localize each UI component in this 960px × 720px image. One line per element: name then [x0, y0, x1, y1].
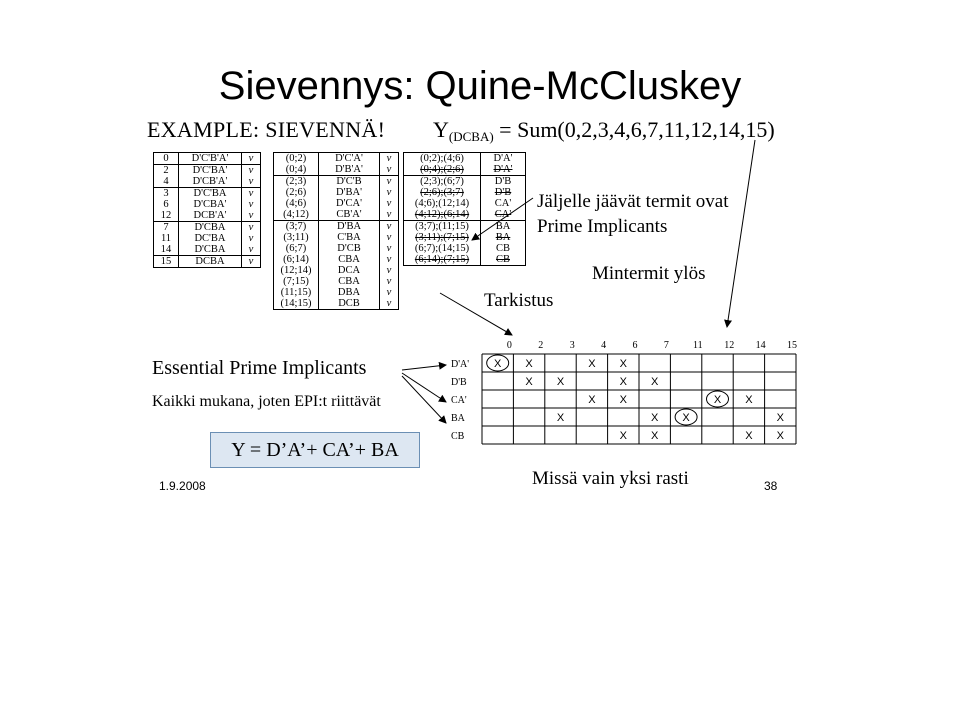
chart-mark: X	[525, 358, 533, 370]
cell-line: (3;7);(11;15)	[415, 221, 469, 232]
row-label: D'A'	[451, 359, 470, 370]
note-remaining-line2: Prime Implicants	[537, 216, 668, 237]
cell-line: CA'	[494, 198, 512, 209]
column-header: 12	[724, 340, 735, 351]
cell-line: D'CB	[337, 243, 361, 254]
arrow-minterms-up	[727, 140, 755, 327]
cell-line: BA	[495, 232, 511, 243]
cell-line: v	[386, 265, 392, 276]
cell-line: (2;3);(6;7)	[420, 176, 464, 187]
cell-line: DCBA	[195, 256, 225, 267]
cell-line: D'B	[494, 187, 512, 198]
cell-line: v	[386, 187, 392, 198]
cell-line: (0;2)	[285, 153, 307, 164]
chart-mark: X	[776, 412, 784, 424]
cell-line: D'CBA'	[193, 199, 227, 210]
cell-line: 7	[163, 222, 169, 233]
cell-line: (0;4)	[285, 164, 307, 175]
arrow-epi-ca	[402, 373, 446, 402]
cell-line: D'B'A'	[335, 164, 363, 175]
chart-mark: X	[745, 394, 753, 406]
cell-line: v	[386, 232, 392, 243]
cell-line: (6;14);(7;15)	[414, 254, 470, 265]
arrow-check	[440, 293, 512, 335]
cell-line: v	[248, 153, 254, 164]
cell-line: CBA	[338, 276, 360, 287]
chart-mark: X	[745, 430, 753, 442]
formula-minterms: = Sum(0,2,3,4,6,7,11,12,14,15)	[493, 117, 775, 142]
chart-mark: X	[776, 430, 784, 442]
cell-line: D'CA'	[336, 198, 362, 209]
row-label: CA'	[451, 395, 467, 406]
cell-line: v	[248, 199, 254, 210]
cell-line: D'CBA	[194, 222, 226, 233]
cell-line: v	[386, 209, 392, 220]
cell-line: 0	[163, 153, 169, 164]
cell-line: v	[386, 198, 392, 209]
epi-heading: Essential Prime Implicants	[152, 357, 367, 379]
cell-line: (4;12);(6;14)	[414, 209, 470, 220]
cell-line: D'BA	[336, 221, 362, 232]
cell-line: CB	[495, 243, 510, 254]
cell-line: (6;7);(14;15)	[414, 243, 470, 254]
chart-mark: X	[682, 412, 690, 424]
cell-line: (6;14)	[283, 254, 309, 265]
slide-date: 1.9.2008	[159, 479, 206, 493]
result-box: Y = D’A’+ CA’+ BA	[210, 432, 420, 468]
cell-line: (2;3)	[285, 176, 307, 187]
note-minterms-up: Mintermit ylös	[592, 263, 706, 284]
cell-line: 2	[163, 165, 169, 176]
cell-line: DCB	[338, 298, 360, 309]
cell-line: DCB'A'	[193, 210, 227, 221]
cell-line: v	[248, 176, 254, 187]
cell-line: (4;12)	[283, 209, 309, 220]
cell-line: BA	[495, 221, 511, 232]
chart-mark: X	[713, 394, 722, 406]
formula-subscript: (DCBA)	[448, 129, 494, 144]
cell-line: CA'	[494, 209, 512, 220]
cell-line: DBA	[337, 287, 361, 298]
column-header: 2	[538, 340, 544, 351]
cell-line: 4	[163, 176, 169, 187]
cell-line: C'BA	[337, 232, 361, 243]
cell-line: D'A'	[493, 153, 513, 164]
cell-line: D'CB'A'	[192, 176, 228, 187]
column-header: 6	[632, 340, 638, 351]
column-header: 11	[692, 340, 703, 351]
slide-title: Sievennys: Quine-McCluskey	[218, 64, 742, 108]
cell-line: (4;6)	[285, 198, 307, 209]
cell-line: v	[386, 298, 392, 309]
epi-explanation: Kaikki mukana, joten EPI:t riittävät	[152, 393, 381, 410]
column-header: 0	[506, 340, 512, 351]
cell-line: v	[386, 164, 392, 175]
arrow-to-prime-implicants	[472, 198, 533, 240]
chart-mark: X	[556, 376, 565, 388]
chart-mark: X	[651, 376, 659, 388]
cell-line: v	[386, 153, 392, 164]
cell-line: D'C'A'	[335, 153, 363, 164]
cell-line: (4;6);(12;14)	[414, 198, 470, 209]
cell-line: 14	[160, 244, 172, 255]
chart-mark: X	[588, 358, 596, 370]
cell-line: D'C'BA'	[192, 165, 228, 176]
column-header: 15	[787, 340, 797, 351]
cell-line: (11;15)	[280, 287, 312, 298]
cell-line: (0;2);(4;6)	[420, 153, 464, 164]
cell-line: v	[386, 287, 392, 298]
chart-mark: X	[651, 412, 659, 424]
cell-line: D'C'BA	[193, 188, 227, 199]
chart-mark: X	[588, 394, 596, 406]
cell-line: v	[248, 188, 254, 199]
row-label: BA	[451, 413, 465, 424]
cell-line: v	[248, 233, 254, 244]
cell-line: (2;6)	[285, 187, 307, 198]
chart-mark: X	[619, 358, 627, 370]
cell-line: 6	[163, 199, 169, 210]
cell-line: v	[386, 243, 392, 254]
cell-line: v	[248, 165, 254, 176]
cell-line: 15	[160, 256, 172, 267]
column-header: 7	[663, 340, 669, 351]
cell-line: v	[248, 244, 254, 255]
cell-line: v	[248, 222, 254, 233]
cell-line: 3	[163, 188, 169, 199]
chart-mark: X	[619, 376, 627, 388]
cell-line: v	[248, 210, 254, 221]
cell-line: v	[386, 176, 392, 187]
chart-mark: X	[619, 394, 627, 406]
cell-line: CB'A'	[336, 209, 362, 220]
cell-line: v	[386, 254, 392, 265]
cell-line: DCA	[337, 265, 361, 276]
note-remaining-line1: Jäljelle jäävät termit ovat	[537, 191, 729, 212]
page-number: 38	[764, 479, 778, 493]
cell-line: (0;4);(2;6)	[420, 164, 464, 175]
example-label: EXAMPLE: SIEVENNÄ!	[147, 117, 386, 142]
cell-line: v	[386, 276, 392, 287]
cell-line: (3;11);(7;15)	[415, 232, 469, 243]
cell-line: CB	[495, 254, 510, 265]
cell-line: DC'BA	[194, 233, 226, 244]
cell-line: 11	[160, 233, 172, 244]
formula-y: Y	[433, 117, 449, 142]
chart-mark: X	[651, 430, 659, 442]
cell-line: (2;6);(3;7)	[420, 187, 464, 198]
cell-line: (6;7)	[285, 243, 307, 254]
row-label: CB	[451, 431, 465, 442]
chart-mark: X	[556, 412, 565, 424]
cell-line: D'B	[494, 176, 512, 187]
arrow-epi-da	[402, 365, 446, 370]
cell-line: v	[248, 256, 254, 267]
row-label: D'B	[451, 377, 467, 388]
cell-line: D'A'	[493, 164, 513, 175]
cell-line: D'CBA	[194, 244, 226, 255]
arrow-epi-ba	[402, 376, 446, 423]
chart-mark: X	[494, 358, 502, 370]
chart-mark: X	[525, 376, 533, 388]
cell-line: D'C'B	[336, 176, 362, 187]
cell-line: CBA	[338, 254, 360, 265]
column-header: 4	[601, 340, 607, 351]
chart-mark: X	[619, 430, 627, 442]
cell-line: (14;15)	[280, 298, 312, 309]
cell-line: v	[386, 221, 392, 232]
prime-implicant-chart	[451, 340, 797, 444]
cell-line: (7;15)	[283, 276, 309, 287]
note-single-mark: Missä vain yksi rasti	[532, 468, 689, 489]
cell-line: 12	[160, 210, 172, 221]
cell-line: D'BA'	[336, 187, 362, 198]
cell-line: (12;14)	[280, 265, 312, 276]
cell-line: D'C'B'A'	[191, 153, 229, 164]
cell-line: (3;11)	[283, 232, 309, 243]
cell-line: (3;7)	[285, 221, 307, 232]
column-header: 14	[755, 340, 766, 351]
note-check: Tarkistus	[484, 290, 554, 311]
column-header: 3	[569, 340, 575, 351]
